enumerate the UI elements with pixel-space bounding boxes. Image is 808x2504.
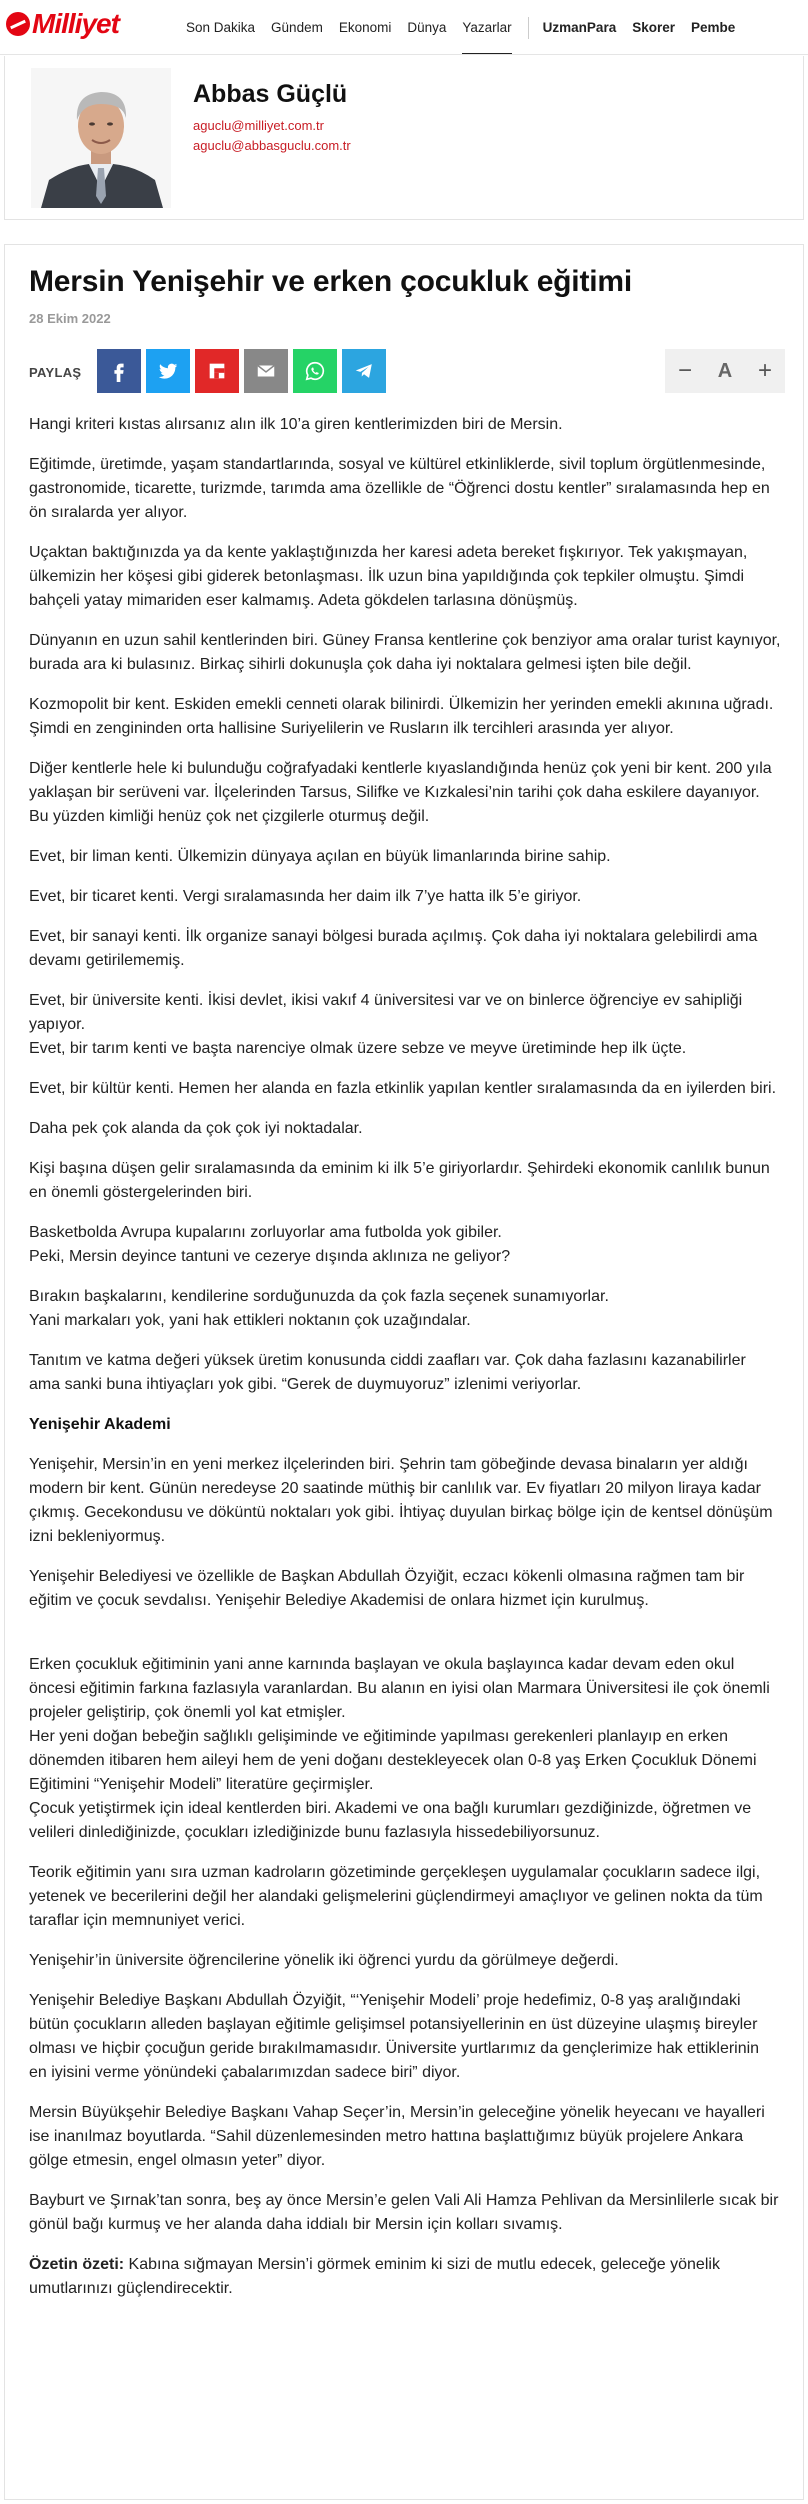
article-paragraph: Kişi başına düşen gelir sıralamasında da eminim ki ilk 5’e giriyorlardır. Şehirdeki ekonomik canlılık bunun en önemli göstergelerinden biri. <box>29 1160 770 1201</box>
main-nav <box>186 0 751 55</box>
article-paragraph: Dünyanın en uzun sahil kentlerinden biri. Güney Fransa kentlerine çok benziyor ama oralar turist kaynıyor, burada ara ki bulasınız. Birkaç sihirli dokunuşla çok daha iyi noktalara gelmesi işten bile değil. <box>29 632 781 673</box>
share-buttons <box>97 349 391 393</box>
whatsapp-icon <box>304 360 326 382</box>
share-twitter-button[interactable] <box>146 349 190 393</box>
share-mail-button[interactable] <box>244 349 288 393</box>
article-paragraph: Hangi kriteri kıstas alırsanız alın ilk 10’a giren kentlerimizden biri de Mersin. <box>29 416 563 433</box>
article-body <box>29 413 781 2317</box>
article-paragraph: Basketbolda Avrupa kupalarını zorluyorlar ama futbolda yok gibiler. Peki, Mersin deyince tantuni ve cezerye dışında aklınıza ne geliyor? <box>29 1224 511 1265</box>
nav-item-gundem[interactable]: Gündem <box>271 20 323 35</box>
article-paragraph: Yenişehir’in üniversite öğrencilerine yönelik iki öğrenci yurdu da görülmeye değerdi. <box>29 1952 619 1969</box>
article-summary <box>29 2253 781 2301</box>
facebook-icon <box>108 360 130 382</box>
article-paragraph: Evet, bir sanayi kenti. İlk organize sanayi bölgesi burada açılmış. Çok daha iyi noktalara gelebilirdi ama devamı getirilememiş. <box>29 928 758 969</box>
article-subheading: Yenişehir Akademi <box>29 1416 171 1433</box>
nav-divider <box>528 17 529 39</box>
article-paragraphs-intro <box>29 413 781 1397</box>
flipboard-icon <box>206 360 228 382</box>
summary-text: Kabına sığmayan Mersin’i görmek eminim ki sizi de mutlu edecek, geleceğe yönelik umutlarınızı güçlendirecektir. <box>29 2256 720 2297</box>
nav-item-ekonomi[interactable]: Ekonomi <box>338 20 392 35</box>
nav-item-skorer[interactable]: Skorer <box>632 20 675 35</box>
font-reset-button[interactable]: A <box>705 349 745 393</box>
article-paragraphs-akademi <box>29 1453 781 1613</box>
author-email-personal[interactable]: aguclu@abbasguclu.com.tr <box>193 138 351 153</box>
article-paragraph: Yenişehir Belediye Başkanı Abdullah Özyiğit, “‘Yenişehir Modeli’ proje hedefimiz, 0-8 yaş aralığındaki bütün çocukların alleden başlayan eğitimle gelişimsel potansiyellerinin en üst düzeyine ulaşmış bireyler olması ve hiçbir çocuğun geride bırakılmamasıdır. Üniversite yurtlarımız da gençlerimize hak ettiklerinin en iyisini verme yönündeki çabalarımızdan sadece biri” diyor. <box>29 1992 760 2081</box>
nav-item-yazarlar[interactable]: Yazarlar <box>462 0 511 55</box>
font-decrease-button[interactable]: − <box>665 349 705 393</box>
share-facebook-button[interactable] <box>97 349 141 393</box>
article-paragraphs-education <box>29 1653 781 2237</box>
article-date: 28 Ekim 2022 <box>29 311 111 326</box>
nav-item-pembe[interactable]: Pembe <box>691 20 736 35</box>
mail-icon <box>255 360 277 382</box>
nav-item-son-dakika[interactable]: Son Dakika <box>186 20 256 35</box>
author-card <box>4 56 804 220</box>
telegram-icon <box>353 360 375 382</box>
article <box>4 244 804 2500</box>
top-navigation <box>0 0 808 55</box>
twitter-icon <box>157 360 179 382</box>
logo-text: Milliyet <box>32 8 119 39</box>
author-name[interactable]: Abbas Güçlü <box>193 80 348 108</box>
article-paragraph: Uçaktan baktığınızda ya da kente yaklaştığınızda her karesi adeta bereket fışkırıyor. Tek yakışmayan, ülkemizin her köşesi gibi giderek betonlaşması. İlk uzun bina yapıldığında çok tepkiler olmuştu. Şimdi bahçeli yatay mimariden eser kalmamış. Adeta gökdelen tarlasına dönüşmüş. <box>29 544 748 609</box>
font-increase-button[interactable]: + <box>745 349 785 393</box>
milliyet-logo[interactable] <box>6 8 119 40</box>
article-paragraph: Kozmopolit bir kent. Eskiden emekli cenneti olarak bilinirdi. Ülkemizin her yerinden emekli akınına uğradı. Şimdi en zengininden orta hallisine Suriyelilerin ve Rusların ilk tercihleri arasında yer alıyor. <box>29 696 774 737</box>
article-paragraph: Mersin Büyükşehir Belediye Başkanı Vahap Seçer’in, Mersin’in geleceğine yönelik heyecanı ve hayalleri ise inanılmaz boyutlarda. “Sahil düzenlemesinden metro hattına başlattığımız büyük projelere Ankara gölge etmesin, engel olmasın yeter” diyor. <box>29 2104 765 2169</box>
share-flipboard-button[interactable] <box>195 349 239 393</box>
article-paragraph: Bırakın başkalarını, kendilerine sorduğunuzda da çok fazla seçenek sunamıyorlar. Yani markaları yok, yani hak ettikleri noktanın çok uzağındalar. <box>29 1288 609 1329</box>
summary-label: Özetin özeti: <box>29 2256 125 2273</box>
font-size-controls <box>665 349 785 393</box>
article-title: Mersin Yenişehir ve erken çocukluk eğitimi <box>29 265 632 298</box>
author-photo <box>31 68 171 208</box>
share-telegram-button[interactable] <box>342 349 386 393</box>
article-paragraph: Bayburt ve Şırnak’tan sonra, beş ay önce Mersin’e gelen Vali Ali Hamza Pehlivan da Mersinlilerle sıcak bir gönül bağı kurmuş ve her alanda daha iddialı bir Mersin için kolları sıvamış. <box>29 2192 779 2233</box>
share-label: PAYLAŞ <box>29 365 82 380</box>
article-paragraph: Evet, bir üniversite kenti. İkisi devlet, ikisi vakıf 4 üniversitesi var ve on binlerce öğrenciye ev sahipliği yapıyor. Evet, bir tarım kenti ve başta narenciye olmak üzere sebze ve meyve üretiminde hep ilk üçte. <box>29 992 743 1057</box>
logo-mark-icon <box>6 12 30 36</box>
article-paragraph: Erken çocukluk eğitiminin yani anne karnında başlayan ve okula başlayınca kadar devam eden okul öncesi eğitimin farkına fazlasıyla varanlardan. Bu alanın en iyisi olan Marmara Üniversitesi ile çok önemli projeler geliştirip, çok önemli yol kat etmişler. Her yeni doğan bebeğin sağlıklı gelişiminde ve eğitiminde yapılması gerekenleri planlayıp en erken dönemden itibaren hem aileyi hem de yeni doğanı destekleyecek olan 0-8 yaş Erken Çocukluk Dönemi Eğitimini “Yenişehir Modeli” literatüre geçirmişler. Çocuk yetiştirmek için ideal kentlerden biri. Akademi ve ona bağlı kurumları gezdiğinizde, öğretmen ve velileri dinlediğinizde, çocukları izlediğinizde bunu fazlasıyla hissedebiliyorsunuz. <box>29 1656 770 1841</box>
article-paragraph: Evet, bir liman kenti. Ülkemizin dünyaya açılan en büyük limanlarında birine sahip. <box>29 848 611 865</box>
article-paragraph: Evet, bir ticaret kenti. Vergi sıralamasında her daim ilk 7’ye hatta ilk 5’e giriyor. <box>29 888 582 905</box>
author-email-milliyet[interactable]: aguclu@milliyet.com.tr <box>193 118 324 133</box>
article-paragraph: Yenişehir, Mersin’in en yeni merkez ilçelerinden biri. Şehrin tam göbeğinde devasa binaların yer aldığı modern bir kent. Günün neredeyse 20 saatinde müthiş bir canlılık var. Ev fiyatları 20 milyon liraya kadar çıkmış. Gecekondusu ve döküntü noktaları yok gibi. İhtiyaç duyulan birkaç bölge için de kentsel dönüşüm izni bekleniyormuş. <box>29 1456 773 1545</box>
share-whatsapp-button[interactable] <box>293 349 337 393</box>
article-paragraph: Evet, bir kültür kenti. Hemen her alanda en fazla etkinlik yapılan kentler sıralamasında da en iyilerden biri. <box>29 1080 777 1097</box>
article-paragraph: Tanıtım ve katma değeri yüksek üretim konusunda ciddi zaafları var. Çok daha fazlasını kazanabilirler ama sanki buna ihtiyaçları yok gibi. “Gerek de duymuyoruz” izlenimi veriyorlar. <box>29 1352 746 1393</box>
article-paragraph: Eğitimde, üretimde, yaşam standartlarında, sosyal ve kültürel etkinliklerde, sivil toplum örgütlenmesinde, gastronomide, ticarette, turizmde, tarımda ama özellikle de “Öğrenci dostu kentler” sıralamasında hep en ön sıralarda yer alıyor. <box>29 456 770 521</box>
article-paragraph: Daha pek çok alanda da çok çok iyi noktadalar. <box>29 1120 363 1137</box>
nav-item-uzmanpara[interactable]: UzmanPara <box>542 20 617 35</box>
article-paragraph: Teorik eğitimin yanı sıra uzman kadroların gözetiminde gerçekleşen uygulamalar çocukların sadece ilgi, yetenek ve becerilerini değil her alandaki gelişmelerini güçlendirmeyi amaçlıyor ve gelinen nokta da tüm taraflar için memnuniyet verici. <box>29 1864 763 1929</box>
article-paragraph: Yenişehir Belediyesi ve özellikle de Başkan Abdullah Özyiğit, eczacı kökenli olmasına rağmen tam bir eğitim ve çocuk sevdalısı. Yenişehir Belediye Akademisi de onlara hizmet için kurulmuş. <box>29 1568 745 1609</box>
nav-item-dunya[interactable]: Dünya <box>407 20 447 35</box>
article-paragraph: Diğer kentlerle hele ki bulunduğu coğrafyadaki kentlerle kıyaslandığında henüz çok yeni bir kent. 200 yıla yaklaşan bir serüveni var. İlçelerinden Tarsus, Silifke ve Kızkalesi’nin tarihi çok daha eskilere dayanıyor. Bu yüzden kimliği henüz çok net çizgilerle oturmuş değil. <box>29 760 772 825</box>
